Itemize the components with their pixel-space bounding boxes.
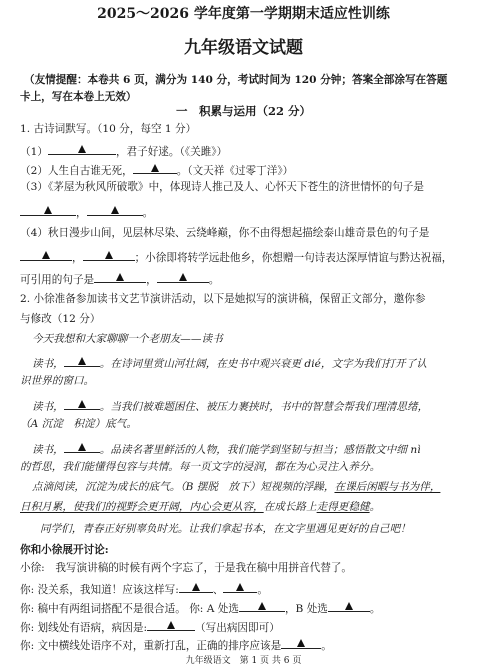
triangle-icon bbox=[258, 602, 266, 610]
paragraph-text: 点滴阅读，沉淀为成长的底气。（B 摆脱 放下）短视频的浮躁， bbox=[32, 481, 335, 493]
triangle-icon bbox=[78, 145, 86, 153]
triangle-icon bbox=[297, 639, 305, 647]
discussion-title: 你和小徐展开讨论: bbox=[20, 544, 109, 556]
discussion-text: 你: 没关系，我知道！应该这样写: bbox=[20, 584, 179, 596]
discussion-text: 你: 划线处有语病，病因是: bbox=[20, 622, 148, 634]
q1-item-4-line-1: （4）秋日漫步山间，见层林尽染、云绕峰巅，你不由得想起描绘泰山雄奇景色的句子是 bbox=[20, 227, 430, 239]
triangle-icon bbox=[192, 583, 200, 591]
triangle-icon bbox=[167, 621, 175, 629]
triangle-icon bbox=[78, 357, 86, 365]
triangle-icon bbox=[236, 583, 244, 591]
q1-item-2-suffix: 。（文天祥《过零丁洋》） bbox=[176, 165, 294, 177]
period: 。 bbox=[321, 640, 332, 652]
q1-item-4-line-3-prefix: 可引用的句子是 bbox=[20, 274, 95, 286]
notice-line-1: （友情提醒：本卷共 6 页，满分为 140 分，考试时间为 120 分钟；答案全部涂写在答题 bbox=[24, 74, 448, 86]
discussion-text: ，B 处选 bbox=[284, 603, 328, 615]
answer-blank[interactable] bbox=[87, 204, 143, 216]
speech-title: 今天我想和大家聊聊一个老朋友——读书 bbox=[32, 333, 223, 345]
answer-blank[interactable] bbox=[281, 637, 321, 649]
speech-paragraph-2 bbox=[32, 398, 487, 414]
question-1-stem: 1. 古诗词默写。（10 分，每空 1 分） bbox=[20, 123, 197, 135]
q1-item-2 bbox=[20, 162, 487, 178]
speech-paragraph-3 bbox=[32, 441, 487, 457]
paragraph-lead: 读书， bbox=[32, 358, 64, 370]
paragraph-text: 在成长路上 bbox=[263, 501, 317, 513]
separator: 、 bbox=[212, 584, 224, 596]
underlined-sentence: 日积月累，使我们的视野会更开阔，内心会更从容， bbox=[20, 501, 264, 513]
period: 。 bbox=[369, 603, 381, 615]
discussion-line-5 bbox=[20, 637, 487, 653]
answer-blank[interactable] bbox=[48, 143, 116, 155]
answer-blank[interactable] bbox=[239, 600, 285, 612]
discussion-text: 你: 稿中有两组词搭配不是很合适。 bbox=[20, 603, 186, 615]
triangle-icon bbox=[105, 251, 113, 259]
q1-item-4-line-2 bbox=[20, 249, 487, 265]
answer-blank[interactable] bbox=[179, 581, 213, 593]
q1-item-3-answers bbox=[20, 204, 487, 220]
discussion-text: 你: 文中横线处语序不对，重新打乱，正确的排序应该是 bbox=[20, 640, 282, 652]
q1-item-4-middle: ；小徐即将转学远赴他乡，你想赠一句诗表达深厚情谊与黔达祝福， bbox=[134, 252, 453, 264]
page-footer: 九年级语文 第 1 页 共 6 页 bbox=[185, 656, 302, 666]
speech-paragraph-4 bbox=[32, 481, 487, 494]
discussion-line-2 bbox=[20, 581, 487, 597]
answer-blank[interactable] bbox=[20, 249, 72, 261]
speech-paragraph-2-line-2: （A 沉淀 积淀）底气。 bbox=[20, 418, 137, 430]
section-title: 一 积累与运用（22 分） bbox=[175, 104, 311, 118]
q1-item-2-prefix: （2）人生自古谁无死， bbox=[20, 165, 133, 177]
answer-blank[interactable] bbox=[64, 355, 100, 367]
q1-item-1-prefix: （1） bbox=[20, 146, 48, 158]
q1-item-1-suffix: ，君子好逑。（《关雎》） bbox=[115, 146, 228, 158]
period: 。 bbox=[208, 274, 220, 286]
exam-title: 九年级语文试题 bbox=[184, 38, 303, 58]
speech-paragraph-4-line-2 bbox=[20, 501, 487, 514]
q1-item-4-line-3 bbox=[20, 271, 487, 287]
triangle-icon bbox=[44, 206, 52, 214]
discussion-text: （写出病因即可） bbox=[195, 622, 280, 634]
q1-item-3: （3）《茅屋为秋风所破歌》中，体现诗人推己及人、心怀天下苍生的济世情怀的句子是 bbox=[20, 181, 424, 193]
term-title: 2025～2026 学年度第一学期期末适应性训练 bbox=[97, 6, 390, 22]
period: 。 bbox=[257, 584, 269, 596]
q1-item-1 bbox=[20, 143, 487, 159]
speech-paragraph-3-line-2: 的哲思，我们能懂得包容与共情。每一页文字的浸润，都在为心灵注入养分。 bbox=[20, 461, 381, 473]
discussion-text: 你: A 处选 bbox=[189, 603, 239, 615]
discussion-line-3 bbox=[20, 600, 487, 616]
separator-comma: ， bbox=[76, 207, 87, 219]
notice-line-2: 卡上，写在本卷上无效） bbox=[20, 91, 137, 103]
answer-blank[interactable] bbox=[328, 600, 370, 612]
underlined-sentence: 走得更稳健 bbox=[316, 501, 370, 513]
speech-closing: 同学们，青春正好别辜负时光。让我们拿起书本，在文字里遇见更好的自己吧！ bbox=[40, 523, 411, 535]
triangle-icon bbox=[116, 273, 124, 281]
paragraph-text: 。当我们被难题困住、被压力裹挟时，书中的智慧会帮我们理清思绪， bbox=[99, 401, 429, 413]
paragraph-text: 。在诗词里赏山河壮阔，在史书中观兴衰更 dié，文字为我们打开了认 bbox=[99, 358, 427, 370]
paragraph-text: 。品读名著里鲜活的人物，我们能学到坚韧与担当；感悟散文中细 nì bbox=[99, 444, 421, 456]
speech-paragraph-1-line-2: 识世界的窗口。 bbox=[20, 375, 95, 387]
answer-blank[interactable] bbox=[157, 271, 209, 283]
triangle-icon bbox=[111, 206, 119, 214]
separator-comma: ， bbox=[72, 252, 83, 264]
paragraph-lead: 读书， bbox=[32, 401, 64, 413]
separator-comma: ， bbox=[146, 274, 157, 286]
answer-blank[interactable] bbox=[94, 271, 146, 283]
triangle-icon bbox=[179, 273, 187, 281]
period: 。 bbox=[369, 501, 381, 513]
discussion-line-1: 小徐: 我写演讲稿的时候有两个字忘了，于是我在稿中用拼音代替了。 bbox=[20, 562, 352, 574]
speech-paragraph-1 bbox=[32, 355, 487, 371]
underlined-sentence: 在课后闲暇与书为伴， bbox=[334, 481, 441, 493]
triangle-icon bbox=[345, 602, 353, 610]
discussion-line-4 bbox=[20, 619, 487, 635]
answer-blank[interactable] bbox=[20, 204, 76, 216]
paragraph-lead: 读书， bbox=[32, 444, 64, 456]
period: 。 bbox=[142, 207, 154, 219]
answer-blank[interactable] bbox=[133, 162, 177, 174]
triangle-icon bbox=[42, 251, 50, 259]
answer-blank[interactable] bbox=[147, 619, 195, 631]
answer-blank[interactable] bbox=[64, 441, 100, 453]
question-2-stem-line-2: 与修改（12 分） bbox=[20, 313, 101, 325]
triangle-icon bbox=[78, 443, 86, 451]
triangle-icon bbox=[151, 164, 159, 172]
answer-blank[interactable] bbox=[83, 249, 135, 261]
answer-blank[interactable] bbox=[223, 581, 257, 593]
answer-blank[interactable] bbox=[64, 398, 100, 410]
triangle-icon bbox=[78, 400, 86, 408]
question-2-stem-line-1: 2. 小徐准备参加读书文艺节演讲活动，以下是她拟写的演讲稿，保留正文部分，邀你参 bbox=[20, 293, 426, 305]
